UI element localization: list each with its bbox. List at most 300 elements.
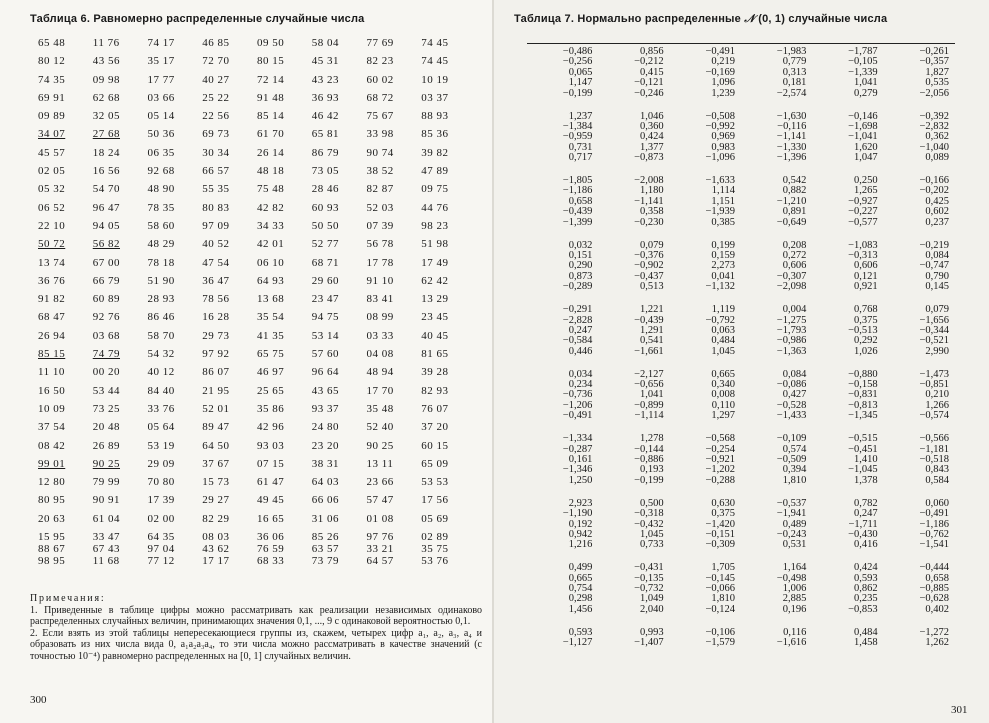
normal-value: −0,158 [848,379,878,391]
uniform-cell: 64 93 [257,274,285,287]
normal-column [884,112,955,164]
normal-block [527,176,955,228]
uniform-cell: 53 19 [147,439,175,452]
normal-value: −1,040 [919,141,949,153]
normal-value: −0,568 [705,433,735,445]
normal-value: −2,832 [919,120,949,132]
normal-value: 1,046 [640,110,664,122]
normal-value: −0,199 [634,474,664,486]
uniform-cell: 79 99 [92,476,120,489]
normal-value: 1,216 [568,539,593,551]
normal-value: −1,141 [634,195,664,207]
normal-value: 0,159 [711,250,735,261]
normal-value: 0,375 [711,508,735,520]
normal-value: −0,927 [848,195,878,207]
uniform-cell: 13 29 [421,293,449,306]
normal-column [598,47,669,99]
normal-value: −0,880 [848,368,878,380]
uniform-cell: 06 35 [147,146,175,159]
normal-block [527,499,955,551]
normal-value: 0,768 [854,304,878,316]
normal-value: 0,110 [711,399,735,411]
normal-value: −1,711 [848,518,878,530]
uniform-cell: 17 77 [147,73,175,86]
uniform-cell: 89 47 [202,421,230,434]
normal-column [741,628,812,649]
normal-value: 0,541 [640,335,664,347]
normal-value: −1,339 [848,66,878,78]
normal-value: −0,899 [634,399,664,411]
normal-value: 0,535 [925,77,949,89]
normal-value: 0,542 [782,175,807,187]
note-1: 1. Приведенные в таблице цифры можно рассматривать как реализации независимых одинаково распределенных случайных величин, принимающих значения 0,1, ..., 9 с одинаковой вероятностью 0,1. [30,604,482,628]
normal-value: −1,275 [776,314,807,326]
normal-value: −1,114 [634,410,664,422]
normal-column [598,370,669,422]
normal-value: −1,096 [705,152,735,164]
normal-column [884,176,955,228]
normal-value: −2,056 [919,87,949,99]
uniform-cell: 33 21 [366,543,394,555]
normal-value: −1,399 [562,216,593,228]
normal-value: −1,206 [562,399,593,411]
normal-value: 0,790 [925,270,949,282]
uniform-cell: 96 47 [92,201,120,214]
uniform-cell: 24 80 [311,421,339,434]
normal-value: −0,124 [705,603,735,615]
uniform-cell: 08 99 [366,311,394,324]
uniform-cell: 52 03 [366,201,394,214]
uniform-cell: 53 14 [311,329,339,342]
normal-value: −1,041 [848,131,878,143]
normal-value: 0,843 [925,464,949,476]
uniform-cell: 84 40 [147,384,175,397]
normal-column [884,563,955,615]
uniform-cell: 58 70 [147,329,175,342]
normal-value: 1,147 [568,77,593,89]
normal-column [527,434,598,486]
normal-value: 0,779 [782,56,807,68]
uniform-cell: 97 92 [202,348,230,361]
uniform-cell: 82 23 [366,55,394,68]
normal-value: −0,086 [776,379,807,391]
normal-value: −0,230 [634,216,664,228]
normal-value: −1,420 [705,518,735,530]
normal-value: −0,430 [848,528,878,540]
normal-value: −0,831 [848,389,878,401]
uniform-cell: 46 97 [257,366,285,379]
uniform-cell: 93 03 [257,439,285,452]
normal-column [812,499,883,551]
uniform-cell: 81 65 [421,348,449,361]
normal-column [741,499,812,551]
uniform-cell: 74 35 [38,73,66,86]
normal-value: 1,006 [782,583,807,595]
normal-value: −1,541 [919,539,949,551]
uniform-cell: 15 95 [38,531,66,543]
uniform-cell: 91 10 [366,274,394,287]
uniform-cell: 76 59 [257,543,285,555]
uniform-cell: 68 72 [366,91,394,104]
uniform-cell: 64 35 [147,531,175,543]
normal-value: −1,083 [848,239,878,251]
normal-column [670,499,741,551]
normal-value: 1,041 [640,389,664,401]
uniform-cell: 73 25 [92,402,120,415]
uniform-cell: 25 65 [257,384,285,397]
normal-value: −0,853 [848,603,878,615]
uniform-cell: 06 10 [257,256,285,269]
normal-column [670,628,741,649]
left-page [0,0,494,723]
uniform-cell: 29 09 [147,457,175,470]
uniform-cell: 22 56 [202,110,230,123]
normal-column [670,434,741,486]
normal-value: 0,060 [925,497,949,509]
normal-value: −0,066 [705,583,735,595]
uniform-cell: 58 60 [147,219,175,232]
normal-value: 0,196 [782,603,807,615]
normal-value: 0,891 [782,206,807,218]
table-7-title-suffix: (0, 1) случайные числа [758,13,888,25]
uniform-cell: 61 04 [92,512,120,525]
uniform-cell: 56 82 [92,238,120,251]
uniform-cell: 11 10 [38,366,65,379]
normal-value: 0,247 [854,508,878,520]
normal-value: 0,873 [568,270,593,282]
normal-column [884,241,955,293]
normal-value: −0,736 [562,389,593,401]
normal-value: −0,902 [634,260,664,272]
uniform-cell: 98 95 [38,555,66,567]
normal-column [670,112,741,164]
normal-value: 0,298 [568,593,593,605]
normal-value: −2,828 [562,314,593,326]
uniform-cell: 16 50 [38,384,66,397]
uniform-cell: 35 54 [257,311,285,324]
uniform-cell: 75 48 [257,183,285,196]
uniform-cell: 29 60 [311,274,339,287]
normal-value: −0,851 [919,379,949,391]
normal-value: 2,885 [782,593,807,605]
normal-value: −1,633 [705,175,735,187]
uniform-cell: 75 67 [366,110,394,123]
normal-value: −0,291 [562,304,593,316]
uniform-cell: 00 20 [92,366,120,379]
uniform-cell: 80 83 [202,201,230,214]
uniform-cell: 02 00 [147,512,175,525]
normal-value: −1,473 [919,368,949,380]
normal-value: 1,291 [640,324,664,336]
uniform-cell: 28 93 [147,293,175,306]
uniform-cell: 78 18 [147,256,175,269]
normal-value: −0,431 [634,562,664,574]
normal-value: 0,415 [640,66,664,78]
uniform-cell: 33 76 [147,402,175,415]
normal-random-table [527,47,955,661]
normal-column [741,112,812,164]
uniform-cell: 77 12 [147,555,175,567]
uniform-cell: 17 78 [366,256,394,269]
uniform-cell: 55 35 [202,183,230,196]
normal-column [670,176,741,228]
normal-value: 0,199 [711,239,735,251]
uniform-cell: 86 79 [311,146,339,159]
normal-value: −0,344 [919,324,949,336]
normal-column [884,305,955,357]
normal-value: 0,733 [640,539,664,551]
normal-value: −0,628 [919,593,949,605]
uniform-cell: 86 07 [202,366,230,379]
normal-value: −1,656 [919,314,949,326]
uniform-cell: 36 47 [202,274,230,287]
normal-value: 0,969 [711,131,735,143]
uniform-cell: 50 50 [311,219,339,232]
normal-value: 0,665 [568,572,593,584]
uniform-cell: 17 70 [366,384,394,397]
normal-value: −1,787 [848,46,878,57]
normal-value: 0,402 [925,603,949,615]
normal-value: 1,164 [782,562,807,574]
normal-column [884,628,955,649]
normal-value: 1,237 [568,110,593,122]
normal-value: 0,145 [925,281,949,293]
normal-value: 1,221 [640,304,664,316]
normal-value: 1,827 [925,66,949,78]
normal-column [527,563,598,615]
uniform-cell: 10 09 [38,402,66,415]
normal-column [670,305,741,357]
normal-value: −1,433 [776,410,807,422]
notes-heading: Примечания: [30,593,106,604]
uniform-cell: 53 76 [421,555,449,567]
normal-value: 1,456 [568,603,593,615]
normal-value: 1,410 [854,454,878,465]
normal-value: −0,432 [634,518,664,530]
uniform-cell: 06 52 [38,201,66,214]
normal-value: −0,357 [919,56,949,68]
uniform-cell: 45 57 [38,146,66,159]
uniform-cell: 09 50 [257,37,285,49]
uniform-cell: 39 28 [421,366,449,379]
table-7-title-prefix: Таблица 7. Нормально распределенные [514,13,741,25]
normal-value: −0,376 [634,250,664,261]
normal-value: 0,424 [640,131,664,143]
uniform-cell: 29 73 [202,329,230,342]
uniform-cell: 21 95 [202,384,230,397]
uniform-cell: 36 76 [38,274,66,287]
uniform-cell: 02 89 [421,531,449,543]
uniform-cell: 64 57 [366,555,394,567]
uniform-cell: 82 93 [421,384,449,397]
normal-value: 0,574 [782,443,807,455]
uniform-cell: 38 31 [311,457,339,470]
uniform-cell: 80 15 [257,55,285,68]
uniform-cell: 26 89 [92,439,120,452]
uniform-cell: 32 05 [92,110,120,123]
normal-value: 0,272 [782,250,807,261]
uniform-cell: 43 23 [311,73,339,86]
uniform-cell: 27 68 [92,128,120,141]
normal-value: 0,034 [568,368,593,380]
normal-value: −1,384 [562,120,593,132]
uniform-cell: 64 50 [202,439,230,452]
uniform-cell: 90 74 [366,146,394,159]
uniform-cell: 18 24 [92,146,120,159]
normal-value: −0,151 [705,528,735,540]
uniform-cell: 61 47 [257,476,285,489]
uniform-cell: 43 65 [311,384,339,397]
uniform-cell: 41 35 [257,329,285,342]
normal-value: 0,658 [925,572,949,584]
normal-column [741,563,812,615]
normal-value: −0,886 [634,454,664,465]
normal-value: 1,297 [711,410,735,422]
normal-value: 1,705 [711,562,735,574]
uniform-cell: 33 47 [92,531,120,543]
page-number-right: 301 [951,704,968,716]
uniform-cell: 03 66 [147,91,175,104]
uniform-cell: 30 34 [202,146,230,159]
uniform-cell: 78 35 [147,201,175,214]
uniform-cell: 39 82 [421,146,449,159]
normal-value: −1,983 [776,46,807,57]
uniform-cell: 36 93 [311,91,339,104]
normal-value: −0,135 [634,572,664,584]
normal-value: 0,531 [782,539,807,551]
uniform-cell: 09 98 [92,73,120,86]
normal-value: 0,079 [925,304,949,316]
uniform-cell: 48 90 [147,183,175,196]
normal-value: −0,792 [705,314,735,326]
normal-value: 0,630 [711,497,735,509]
normal-value: 0,921 [854,281,878,293]
normal-value: −0,116 [777,120,807,132]
uniform-cell: 44 76 [421,201,449,214]
normal-value: 0,484 [711,335,735,347]
uniform-cell: 52 77 [311,238,339,251]
normal-value: 0,606 [854,260,878,272]
uniform-cell: 65 75 [257,348,285,361]
normal-value: −1,661 [634,345,664,357]
uniform-cell: 74 79 [92,348,120,361]
normal-column [812,305,883,357]
normal-column [741,241,812,293]
normal-value: 0,862 [854,583,878,595]
uniform-cell: 22 10 [38,219,66,232]
uniform-cell: 51 90 [147,274,175,287]
uniform-cell: 03 33 [366,329,394,342]
uniform-cell: 16 28 [202,311,230,324]
normal-value: −0,649 [776,216,807,228]
uniform-cell: 73 79 [311,555,339,567]
normal-value: 0,340 [711,379,735,391]
normal-value: 0,116 [783,626,807,638]
normal-value: 0,446 [568,345,593,357]
normal-value: 0,362 [925,131,949,143]
normal-value: 1,458 [854,637,878,649]
uniform-cell: 70 80 [147,476,175,489]
normal-value: 2,923 [568,497,593,509]
uniform-cell: 26 94 [38,329,66,342]
uniform-cell: 11 76 [92,37,120,49]
normal-value: −0,747 [919,260,949,272]
normal-value: 0,584 [925,474,949,486]
uniform-cell: 57 47 [366,494,394,507]
uniform-cell: 60 02 [366,73,394,86]
normal-column [812,112,883,164]
normal-value: 0,181 [782,77,807,89]
uniform-cell: 97 04 [147,543,175,555]
uniform-cell: 92 76 [92,311,120,324]
normal-value: −0,437 [634,270,664,282]
table-7-top-rule [527,43,955,44]
normal-value: 0,394 [782,464,807,476]
uniform-cell: 04 08 [366,348,394,361]
uniform-cell: 69 91 [38,91,66,104]
normal-value: −1,202 [705,464,735,476]
uniform-cell: 07 39 [366,219,394,232]
normal-value: −0,166 [919,175,949,187]
normal-value: −0,518 [919,454,949,465]
normal-value: 1,620 [854,141,878,153]
normal-value: −1,345 [848,410,878,422]
uniform-cell: 90 25 [92,457,120,470]
normal-value: 0,500 [640,497,664,509]
uniform-cell: 92 68 [147,165,175,178]
uniform-cell: 85 36 [421,128,449,141]
normal-value: −0,986 [776,335,807,347]
normal-value: −0,566 [919,433,949,445]
normal-value: −2,574 [776,87,807,99]
uniform-cell: 23 20 [311,439,339,452]
uniform-cell: 65 09 [421,457,449,470]
normal-column [670,241,741,293]
uniform-cell: 77 69 [366,37,394,49]
uniform-cell: 97 09 [202,219,230,232]
normal-value: −0,451 [848,443,878,455]
normal-value: −0,243 [776,528,807,540]
uniform-cell: 54 70 [92,183,120,196]
normal-value: −0,256 [562,56,593,68]
normal-column [670,563,741,615]
uniform-cell: 61 70 [257,128,285,141]
normal-value: −1,698 [848,120,878,132]
normal-value: 0,856 [640,46,664,57]
uniform-cell: 07 15 [257,457,285,470]
normal-column [812,176,883,228]
normal-value: 0,032 [568,239,593,251]
uniform-cell: 78 56 [202,293,230,306]
uniform-cell: 66 06 [311,494,339,507]
normal-value: −0,921 [705,454,735,465]
normal-column [884,499,955,551]
uniform-cell: 49 45 [257,494,285,507]
uniform-cell: 82 29 [202,512,230,525]
uniform-cell: 34 33 [257,219,285,232]
normal-value: −0,537 [776,497,807,509]
normal-value: 0,063 [711,324,735,336]
normal-value: 1,810 [711,593,735,605]
uniform-cell: 42 96 [257,421,285,434]
normal-value: 0,484 [854,626,878,638]
normal-value: −2,127 [634,368,664,380]
normal-value: 0,084 [782,368,807,380]
uniform-cell: 72 70 [202,55,230,68]
uniform-cell: 37 20 [421,421,449,434]
uniform-cell: 82 87 [366,183,394,196]
normal-value: −1,407 [634,637,664,649]
